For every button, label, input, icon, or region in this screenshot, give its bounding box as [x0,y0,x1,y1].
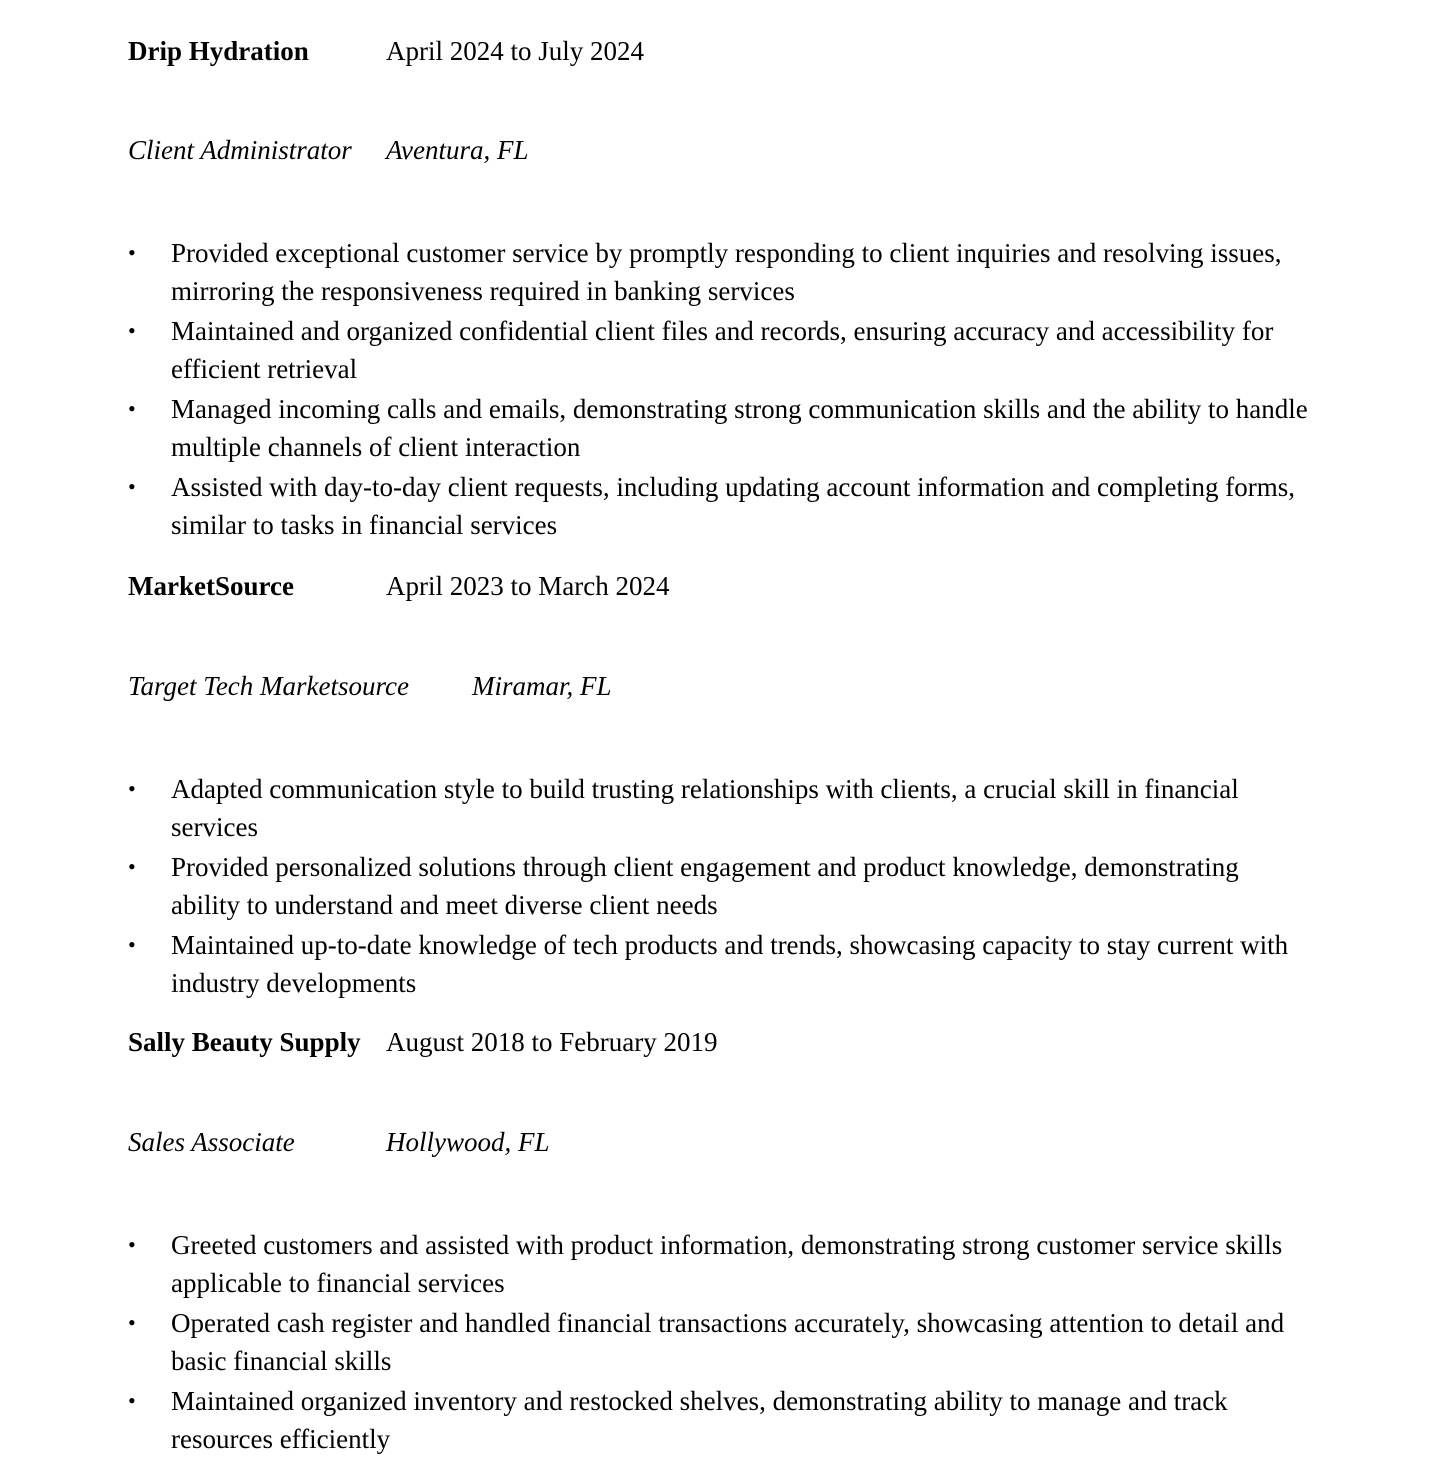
bullet-icon: • [128,776,136,801]
bullet-icon: • [128,1310,136,1335]
bullet-icon: • [128,1388,136,1413]
list-item: • Maintained up-to-date knowledge of tech products and trends, showcasing capacity to stay current with industry developments [128,926,1308,1002]
responsibility-list [128,234,1308,546]
list-item: • Provided exceptional customer service by promptly responding to client inquiries and resolving issues, mirroring the responsiveness required in banking services [128,234,1308,310]
employment-dates: April 2024 to July 2024 [386,36,645,66]
employment-dates: August 2018 to February 2019 [386,1027,718,1057]
job-title: Target Tech Marketsource [128,671,409,701]
bullet-icon: • [128,1232,136,1257]
employment-dates: April 2023 to March 2024 [386,571,670,601]
job-title: Sales Associate [128,1127,295,1157]
job-title: Client Administrator [128,135,352,165]
bullet-icon: • [128,474,136,499]
company-name: MarketSource [128,571,294,601]
bullet-icon: • [128,854,136,879]
list-item: • Provided personalized solutions through client engagement and product knowledge, demonstrating ability to understand and meet diverse client needs [128,848,1308,924]
list-item: • Adapted communication style to build trusting relationships with clients, a crucial skill in financial services [128,770,1308,846]
list-item: • Greeted customers and assisted with product information, demonstrating strong customer service skills applicable to financial services [128,1226,1308,1302]
bullet-icon: • [128,396,136,421]
job-location: Hollywood, FL [386,1127,550,1157]
company-name: Sally Beauty Supply [128,1027,361,1057]
list-item: • Managed incoming calls and emails, demonstrating strong communication skills and the ability to handle multiple channels of client interaction [128,390,1308,466]
bullet-icon: • [128,240,136,265]
job-location: Aventura, FL [386,135,529,165]
job-location: Miramar, FL [472,671,612,701]
list-item: • Maintained and organized confidential client files and records, ensuring accuracy and accessibility for efficient retrieval [128,312,1308,388]
list-item: • Maintained organized inventory and restocked shelves, demonstrating ability to manage and track resources efficiently [128,1382,1308,1458]
responsibility-list [128,770,1308,1004]
bullet-icon: • [128,318,136,343]
company-name: Drip Hydration [128,36,309,66]
list-item: • Assisted with day-to-day client requests, including updating account information and completing forms, similar to tasks in financial services [128,468,1308,544]
bullet-icon: • [128,932,136,957]
responsibility-list [128,1226,1308,1460]
list-item: • Operated cash register and handled financial transactions accurately, showcasing attention to detail and basic financial skills [128,1304,1308,1380]
